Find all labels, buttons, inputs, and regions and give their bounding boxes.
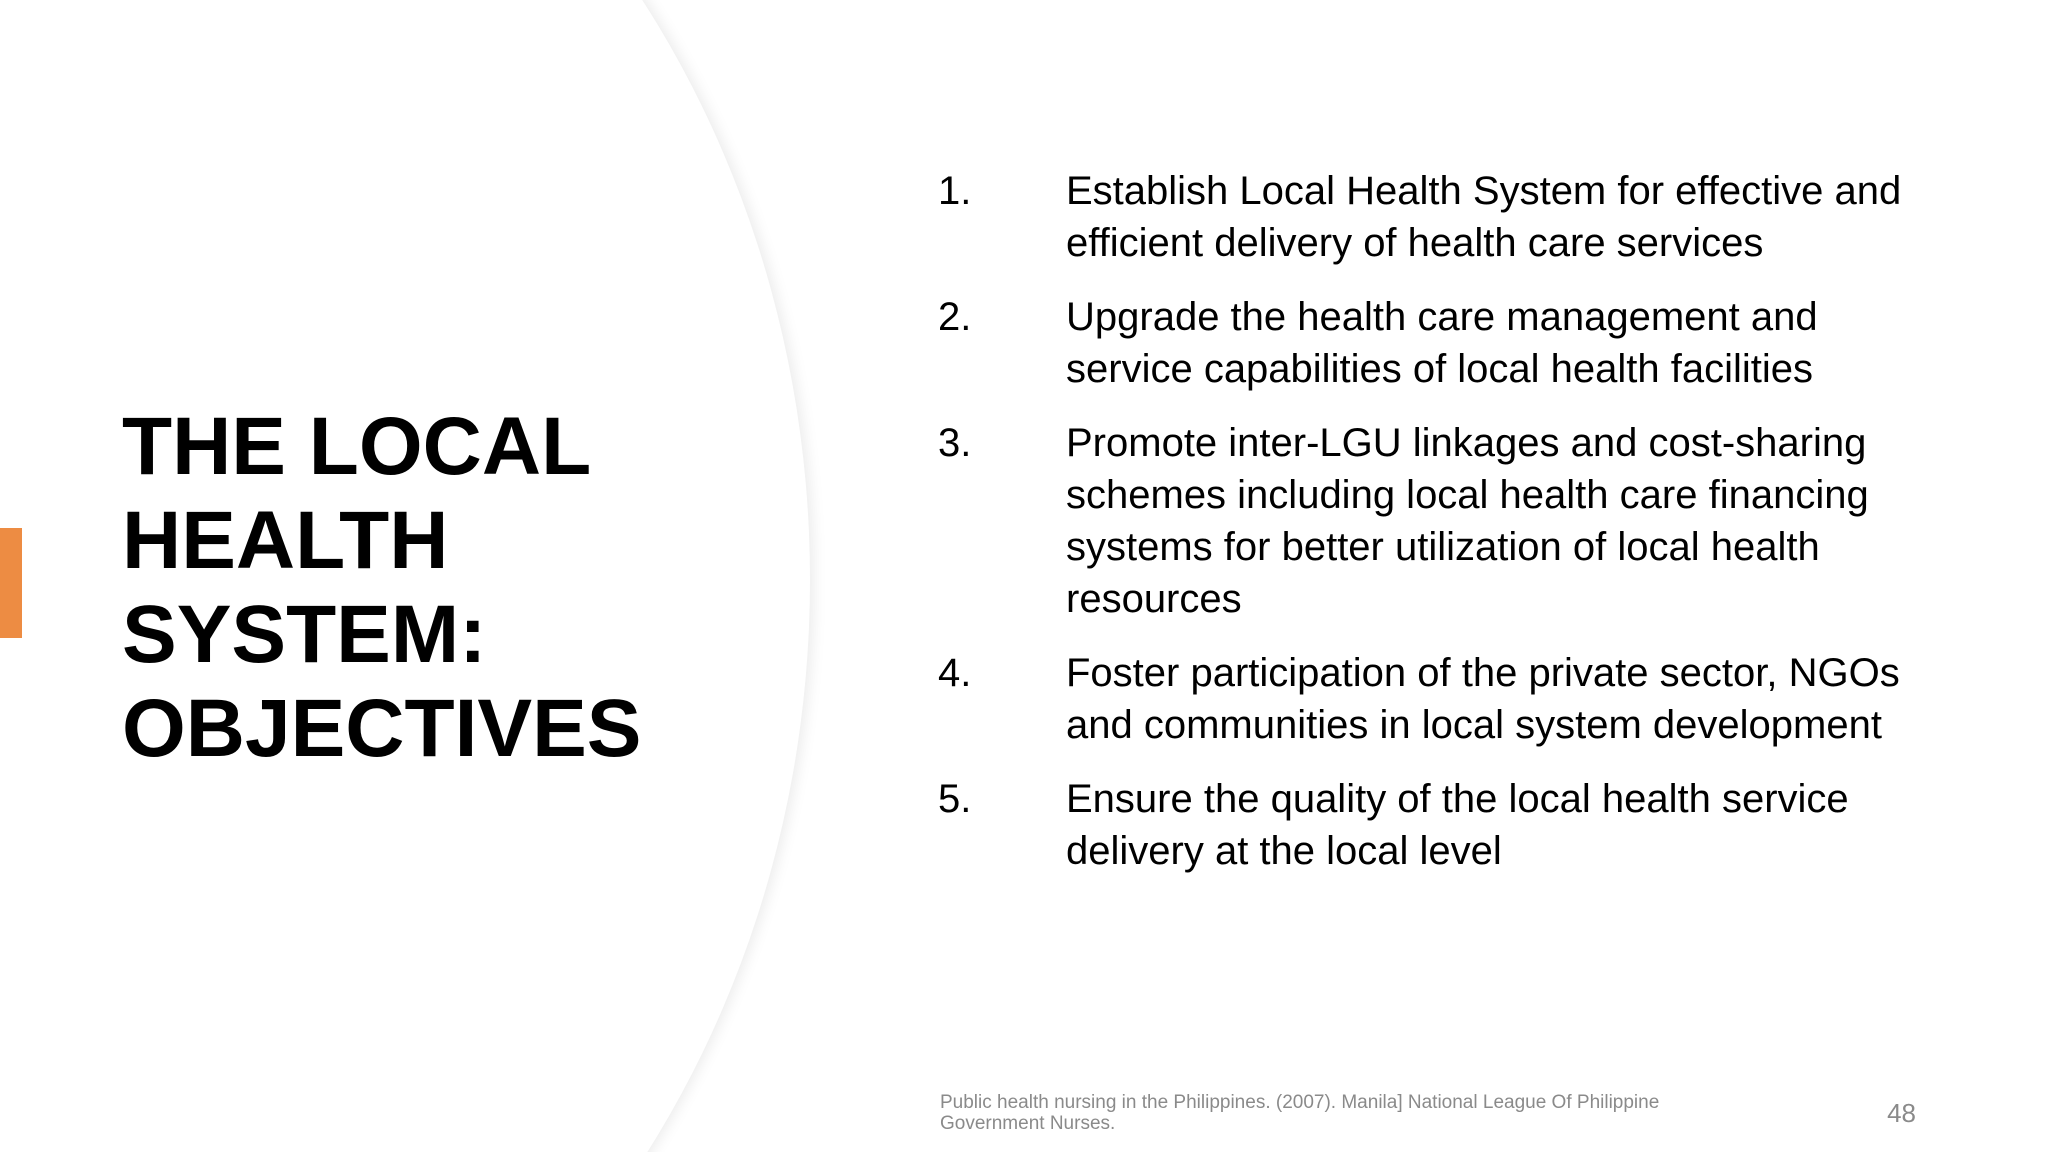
objective-item bbox=[938, 165, 1928, 269]
objectives-list bbox=[938, 165, 1928, 899]
objective-text: Promote inter-LGU linkages and cost-sharing schemes including local health care financing systems for better utilization of local health resources bbox=[1066, 421, 1869, 621]
objective-item bbox=[938, 417, 1928, 625]
objective-item bbox=[938, 773, 1928, 877]
objective-number: 5. bbox=[938, 777, 972, 821]
objective-number: 2. bbox=[938, 295, 972, 339]
accent-bar bbox=[0, 528, 22, 638]
citation-footer: Public health nursing in the Philippines. (2007). Manila] National League Of Philippine Government Nurses. bbox=[940, 1092, 1660, 1134]
objective-number: 1. bbox=[938, 169, 972, 213]
objective-number: 3. bbox=[938, 421, 972, 465]
slide-title: THE LOCAL HEALTH SYSTEM: OBJECTIVES bbox=[122, 401, 642, 774]
objective-number: 4. bbox=[938, 651, 972, 695]
page-number: 48 bbox=[1887, 1098, 1916, 1128]
objective-item bbox=[938, 291, 1928, 395]
objective-item bbox=[938, 647, 1928, 751]
objective-text: Ensure the quality of the local health service delivery at the local level bbox=[1066, 777, 1849, 873]
objective-text: Establish Local Health System for effective and efficient delivery of health care services bbox=[1066, 169, 1902, 265]
objective-text: Foster participation of the private sector, NGOs and communities in local system development bbox=[1066, 651, 1900, 747]
objective-text: Upgrade the health care management and service capabilities of local health facilities bbox=[1066, 295, 1818, 391]
